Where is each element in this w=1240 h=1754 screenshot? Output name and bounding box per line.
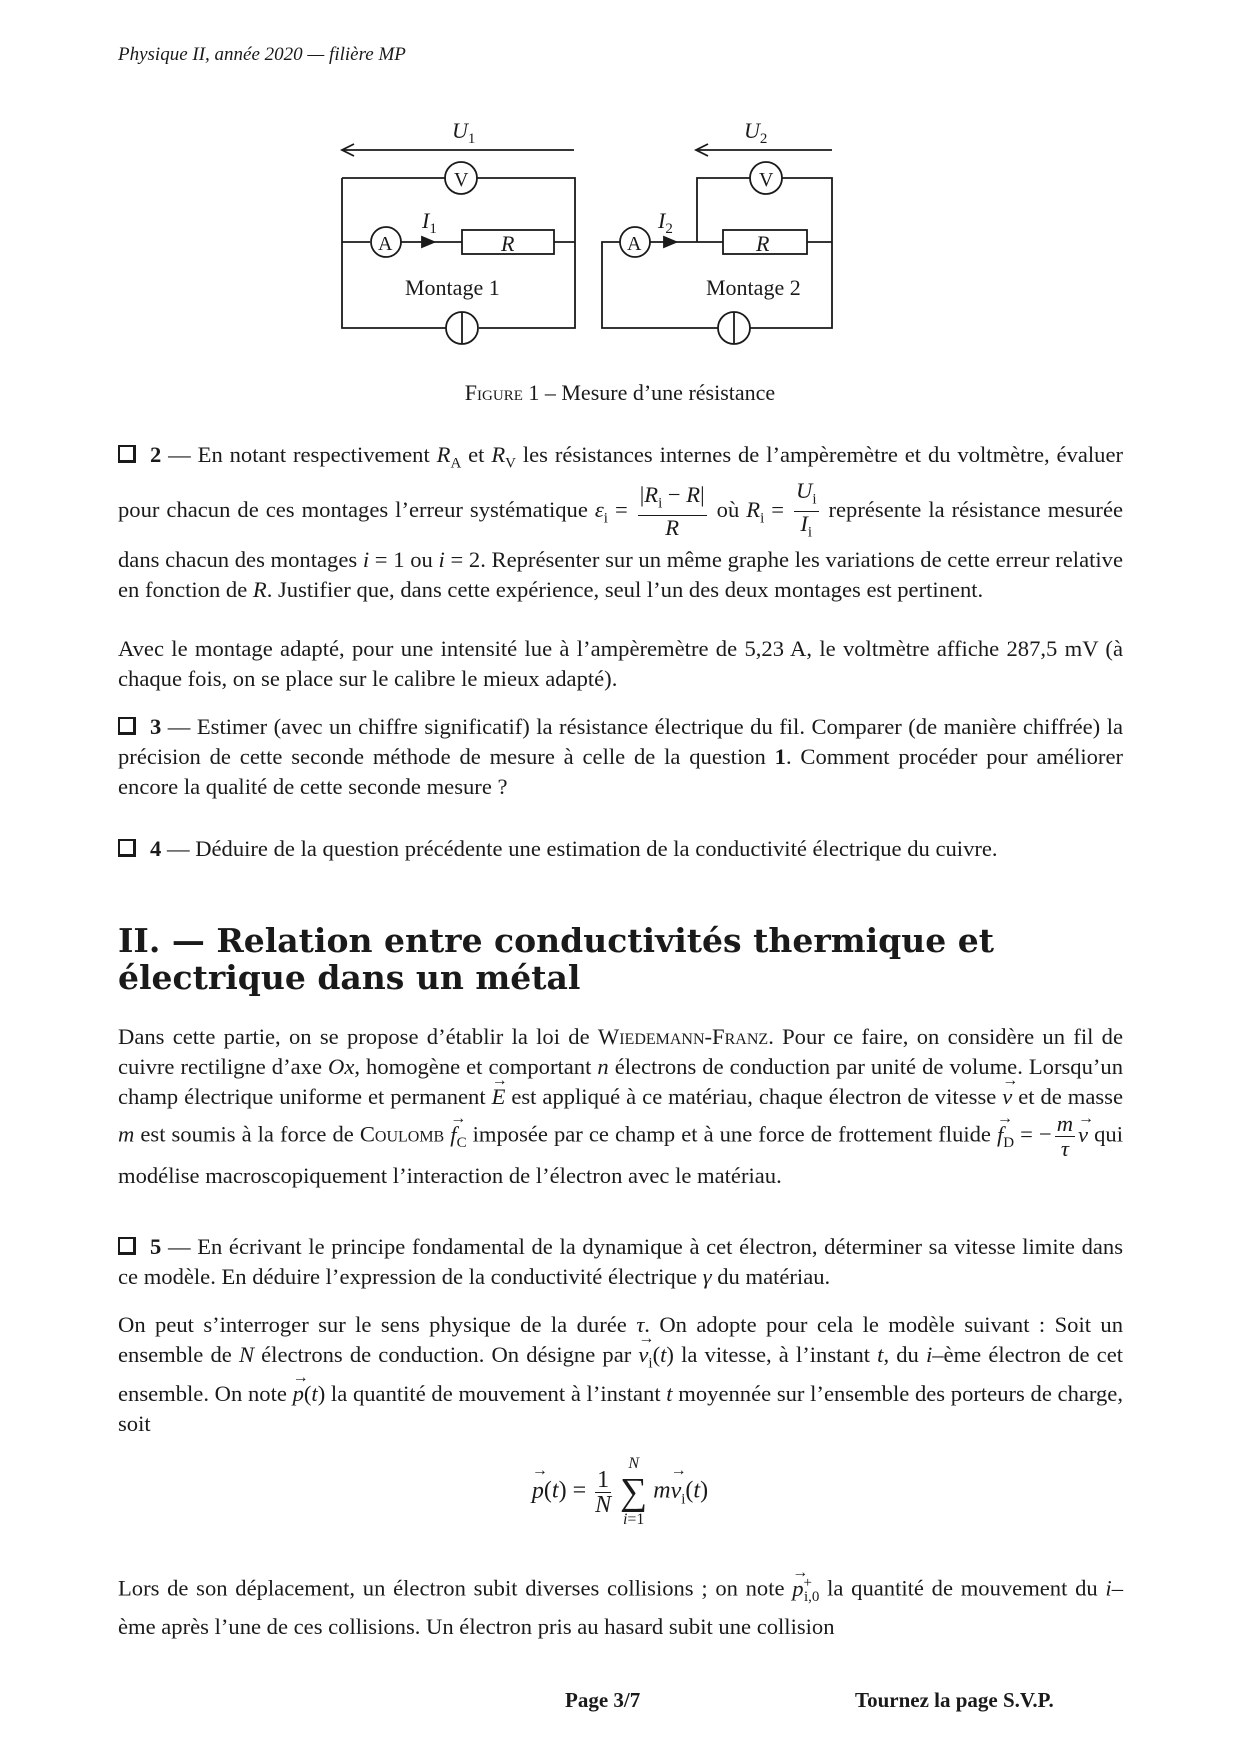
page-number: Page 3/7: [565, 1688, 641, 1712]
question-4: 4 — Déduire de la question précédente une estimation de la conductivité électrique du cuivre.: [118, 834, 1123, 864]
paragraph-collisions: Lors de son déplacement, un électron subit diverses collisions ; on note → $p^+_{i,0}$ la quantité de mouvement du i–ème après l’une de ces collisions. Un électron pris au hasard subit une collision: [118, 1568, 1123, 1642]
label-a1: A: [378, 233, 393, 255]
paragraph-intro: Dans cette partie, on se propose d’établir la loi de Wiedemann-Franz. Pour ce faire, on considère un fil de cuivre rectiligne d’axe Ox, homogène et comportant n électrons de conduction par unité de volume. Lorsqu’un champ électrique uniforme et permanent → E est appliqué à ce matériau, chaque électron de vitesse → v et de masse m est soumis à la force de Coulomb → $f_C$ imposée par ce champ et à une force de frottement fluide → $f_D$ = − $\frac{m}{\tau}$ → v qui modélise macroscopiquement l’interaction de l’électron avec le matériau.: [118, 1022, 1123, 1191]
label-u1: $U_1$: [452, 118, 476, 147]
figure-caption: Figure 1 – Mesure d’une résistance: [464, 380, 776, 405]
error-fraction: $\frac{|R_i - R|}{R}$: [639, 481, 705, 541]
label-r1: R: [501, 231, 515, 256]
question-2: 2 — En notant respectivement $R_A$ et $R_V$ les résistances internes de l’ampèremètre et du voltmètre, évaluer pour chacun de ces montages l’erreur systématique $\varepsilon_i$ = $\frac{|R_i - R|}{R}$ où $R_i$ = $\frac{U_i}{I_i}$ représente la résistance mesurée dans chacun des montages i = 1 ou i = 2. Représenter sur un même graphe les variations de cette erreur relative en fonction de R. Justifier que, dans cette expérience, seul l’un des deux montages est pertinent.: [118, 442, 1124, 602]
montage-2-label: Montage 2: [706, 275, 801, 300]
question-5: 5 — En écrivant le principe fondamental de la dynamique à cet électron, déterminer sa vitesse limite dans ce modèle. En déduire l’expression de la conductivité électrique γ du matériau.: [118, 1234, 1124, 1289]
label-u2: $U_2$: [744, 118, 768, 147]
label-i1: $I_1$: [422, 208, 437, 237]
question-box-icon: [118, 717, 136, 735]
montage-1-label: Montage 1: [405, 275, 500, 300]
page-header: Physique II, année 2020 — filière MP: [118, 44, 406, 65]
friction-fraction: $\frac{m}{\tau}$: [1056, 1111, 1074, 1161]
section-title: II. — Relation entre conductivités thermique et électrique dans un métal: [118, 921, 994, 997]
paragraph-montage: Avec le montage adapté, pour une intensité lue à l’ampèremètre de 5,23 A, le voltmètre affiche 287,5 mV (à chaque fois, on se place sur le calibre le mieux adapté).: [118, 636, 1123, 691]
paragraph-tau: On peut s’interroger sur le sens physique de la durée τ. On adopte pour cela le modèle suivant : Soit un ensemble de N électrons de conduction. On désigne par → $v_i(t)$ la vitesse, à l’instant t, du i–ème électron de cet ensemble. On note → p(t) la quantité de mouvement à l’instant t moyennée sur l’ensemble des porteurs de charge, soit: [118, 1310, 1123, 1439]
circuit-figure: [330, 110, 930, 350]
label-i2: $I_2$: [658, 208, 673, 237]
turn-page-note: Tournez la page S.V.P.: [855, 1688, 1054, 1712]
question-box-icon: [118, 445, 136, 463]
question-3: 3 — Estimer (avec un chiffre significatif) la résistance électrique du fil. Comparer (de manière chiffrée) la précision de cette seconde méthode de mesure à celle de la question 1. Comment procéder pour améliorer encore la qualité de cette seconde mesure ?: [118, 714, 1124, 799]
label-v2: V: [759, 169, 774, 191]
ri-fraction: $\frac{U_i}{I_i}$: [796, 477, 817, 541]
label-r2: R: [756, 231, 770, 256]
momentum-equation: → p(t) = $\frac{1}{N}$ N ∑ i=1 $m\to v_i(t)$: [0, 1455, 1240, 1529]
label-a2: A: [627, 233, 642, 255]
question-box-icon: [118, 1237, 136, 1255]
question-box-icon: [118, 839, 136, 857]
label-v1: V: [454, 169, 469, 191]
